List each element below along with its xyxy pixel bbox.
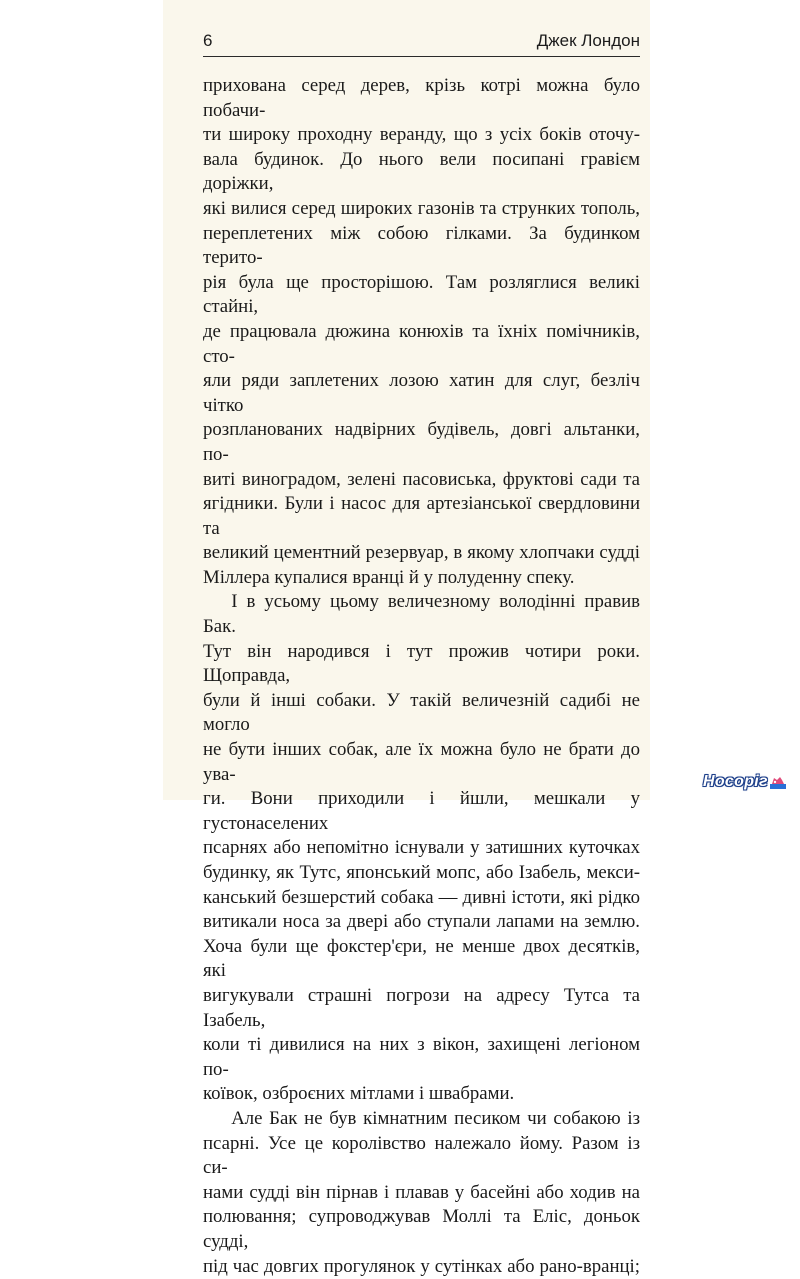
text-line: коли ті дивилися на них з вікон, захищені легіоном по-: [203, 1033, 640, 1082]
page-header: [203, 30, 640, 57]
text-line: полювання; супроводжував Моллі та Еліс, доньок судді,: [203, 1205, 640, 1254]
page-number: 6: [203, 31, 212, 51]
text-line: вала будинок. До нього вели посипані гравієм доріжки,: [203, 148, 640, 197]
rhino-icon: [769, 773, 787, 791]
text-line: під час довгих прогулянок у сутінках або рано-вранці;: [203, 1255, 640, 1279]
text-line: виті виноградом, зелені пасовиська, фруктові сади та: [203, 468, 640, 493]
watermark-text: Носоріг: [703, 773, 768, 791]
running-head-author: Джек Лондон: [537, 31, 640, 51]
text-line: не бути інших собак, але їх можна було не брати до ува-: [203, 738, 640, 787]
text-line: прихована серед дерев, крізь котрі можна було побачи-: [203, 74, 640, 123]
text-line: витикали носа за двері або ступали лапами на землю.: [203, 910, 640, 935]
text-line: псарнях або непомітно існували у затишних куточках: [203, 836, 640, 861]
text-line: нами судді він пірнав і плавав у басейні або ходив на: [203, 1181, 640, 1206]
text-line: ягідники. Були і насос для артезіанської свердловини та: [203, 492, 640, 541]
text-line: псарні. Усе це королівство належало йому. Разом із си-: [203, 1132, 640, 1181]
text-line: ти широку проходну веранду, що з усіх боків оточу-: [203, 123, 640, 148]
text-line: розпланованих надвірних будівель, довгі альтанки, по-: [203, 418, 640, 467]
text-line: рія була ще просторішою. Там розляглися великі стайні,: [203, 271, 640, 320]
text-line: яли ряди заплетених лозою хатин для слуг, безліч чітко: [203, 369, 640, 418]
text-line: Тут він народився і тут прожив чотири роки. Щоправда,: [203, 640, 640, 689]
paragraph: [203, 1107, 640, 1279]
text-line: коївок, озброєних мітлами і швабрами.: [203, 1082, 640, 1107]
text-line: які вилися серед широких газонів та струнких тополь,: [203, 197, 640, 222]
text-line: Але Бак не був кімнатним песиком чи собакою із: [203, 1107, 640, 1132]
text-line: де працювала дюжина конюхів та їхніх помічників, сто-: [203, 320, 640, 369]
text-line: Хоча були ще фокстер'єри, не менше двох десятків, які: [203, 935, 640, 984]
paragraph: [203, 74, 640, 590]
text-line: будинку, як Тутс, японський мопс, або Ізабель, мекси-: [203, 861, 640, 886]
text-line: ги. Вони приходили і йшли, мешкали у густонаселених: [203, 787, 640, 836]
text-line: великий цементний резервуар, в якому хлопчаки судді: [203, 541, 640, 566]
text-line: були й інші собаки. У такій величезній садибі не могло: [203, 689, 640, 738]
text-line: переплетених між собою гілками. За будинком терито-: [203, 222, 640, 271]
text-line: вигукували страшні погрози на адресу Тутса та Ізабель,: [203, 984, 640, 1033]
text-line: канський безшерстий собака — дивні істоти, які рідко: [203, 886, 640, 911]
text-line: Міллера купалися вранці й у полуденну спеку.: [203, 566, 640, 591]
text-line: І в усьому цьому величезному володінні правив Бак.: [203, 590, 640, 639]
paragraph: [203, 590, 640, 1106]
body-text: [203, 74, 640, 1279]
watermark-logo: [703, 771, 787, 793]
